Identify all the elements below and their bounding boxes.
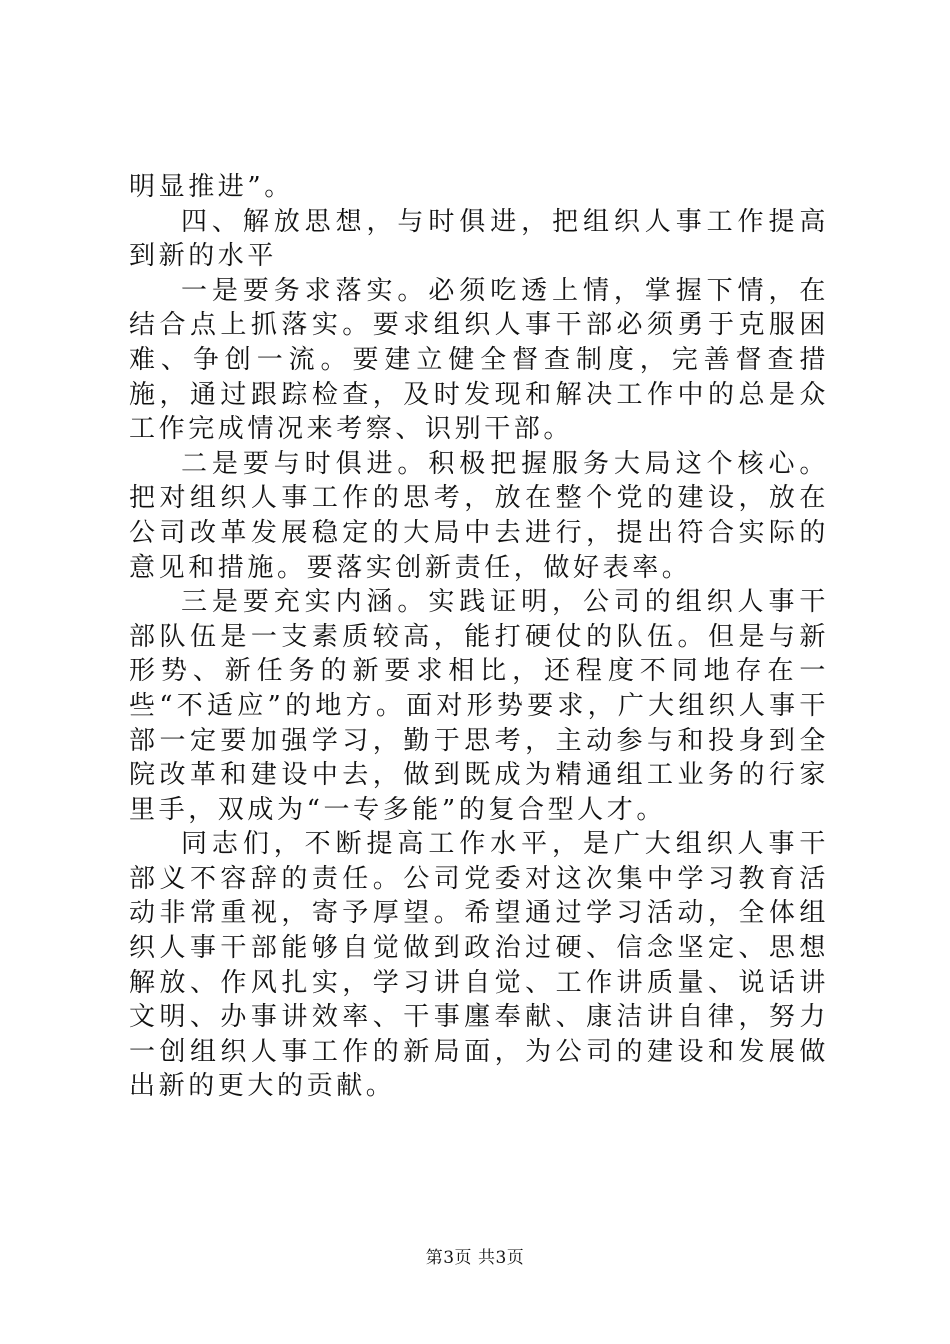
- paragraph-point-two: 二是要与时俱进。积极把握服务大局这个核心。把对组织人事工作的思考，放在整个党的建设，放在公司改革发展稳定的大局中去进行，提出符合实际的意见和措施。要落实创新责任，做好表率。: [129, 448, 829, 583]
- paragraph-continuation: 明显推进”。: [129, 172, 294, 202]
- document-body: [129, 170, 829, 1104]
- paragraph-point-one: 一是要务求落实。必须吃透上情，掌握下情，在结合点上抓落实。要求组织人事干部必须勇于克服困难、争创一流。要建立健全督查制度，完善督查措施，通过跟踪检查，及时发现和解决工作中的总是众工作完成情况来考察、识别干部。: [129, 275, 829, 445]
- paragraph-closing: 同志们，不断提高工作水平，是广大组织人事干部义不容辞的责任。公司党委对这次集中学习教育活动非常重视，寄予厚望。希望通过学习活动，全体组织人事干部能够自觉做到政治过硬、信念坚定、思想解放、作风扎实，学习讲自觉、工作讲质量、说话讲文明、办事讲效率、干事廛奉献、康洁讲自律，努力一创组织人事工作的新局面，为公司的建设和发展做出新的更大的贡献。: [129, 829, 829, 1102]
- paragraph-point-three: 三是要充实内涵。实践证明，公司的组织人事干部队伍是一支素质较高，能打硬仗的队伍。但是与新形势、新任务的新要求相比，还程度不同地存在一些“不适应”的地方。面对形势要求，广大组织人事干部一定要加强学习，勤于思考，主动参与和投身到全院改革和建设中去，做到既成为精通组工业务的行家里手，双成为“一专多能”的复合型人才。: [129, 587, 829, 825]
- section-heading: 四、解放思想，与时俱进，把组织人事工作提高到新的水平: [129, 206, 829, 272]
- page-number-footer: 第3页 共3页: [425, 1248, 525, 1268]
